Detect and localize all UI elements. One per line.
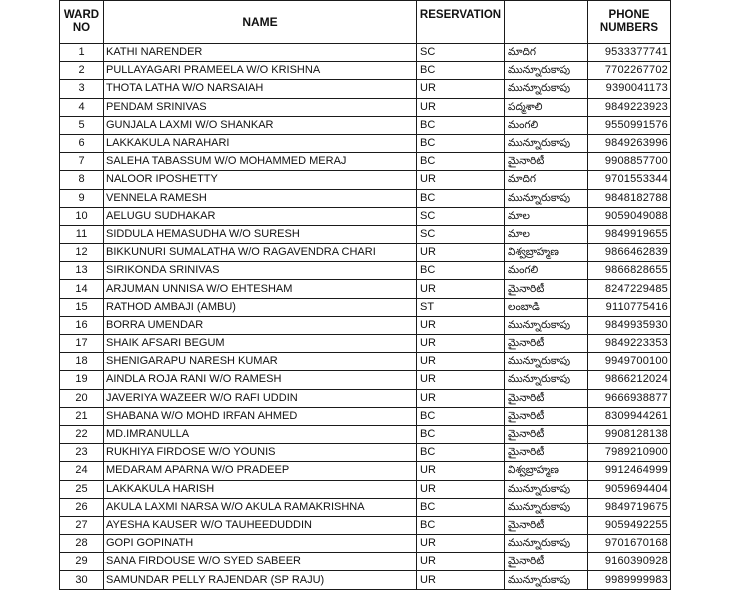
- reservation-cell: SC: [417, 225, 505, 243]
- table-row: [60, 262, 671, 280]
- reservation-cell: UR: [417, 480, 505, 498]
- phone-number-cell: 9849719675: [588, 498, 671, 516]
- reservation-cell: BC: [417, 262, 505, 280]
- caste-cell: మాదిగ: [505, 171, 588, 189]
- ward-no-cell: 20: [60, 389, 104, 407]
- table-row: [60, 62, 671, 80]
- ward-no-cell: 23: [60, 444, 104, 462]
- phone-number-cell: 9059049088: [588, 207, 671, 225]
- ward-no-cell: 29: [60, 553, 104, 571]
- caste-cell: మున్నూరుకాపు: [505, 371, 588, 389]
- caste-cell: మున్నూరుకాపు: [505, 134, 588, 152]
- name-cell: NALOOR IPOSHETTY: [104, 171, 417, 189]
- phone-number-cell: 9849935930: [588, 316, 671, 334]
- phone-number-cell: 9989999983: [588, 571, 671, 589]
- table-row: [60, 116, 671, 134]
- table-row: [60, 535, 671, 553]
- reservation-cell: UR: [417, 80, 505, 98]
- name-cell: BIKKUNURI SUMALATHA W/O RAGAVENDRA CHARI: [104, 244, 417, 262]
- table-header-row: [60, 1, 671, 44]
- table-row: [60, 480, 671, 498]
- name-cell: MEDARAM APARNA W/O PRADEEP: [104, 462, 417, 480]
- ward-no-cell: 17: [60, 335, 104, 353]
- phone-number-cell: 9666938877: [588, 389, 671, 407]
- name-cell: MD.IMRANULLA: [104, 425, 417, 443]
- ward-no-cell: 16: [60, 316, 104, 334]
- phone-number-cell: 9912464999: [588, 462, 671, 480]
- name-cell: SHABANA W/O MOHD IRFAN AHMED: [104, 407, 417, 425]
- table-row: [60, 389, 671, 407]
- table-row: [60, 353, 671, 371]
- caste-cell: మున్నూరుకాపు: [505, 480, 588, 498]
- ward-no-cell: 3: [60, 80, 104, 98]
- name-cell: LAKKAKULA HARISH: [104, 480, 417, 498]
- reservation-cell: UR: [417, 553, 505, 571]
- reservation-cell: BC: [417, 516, 505, 534]
- table-row: [60, 171, 671, 189]
- caste-cell: మాల: [505, 207, 588, 225]
- caste-cell: మైనారిటీ: [505, 335, 588, 353]
- name-cell: LAKKAKULA NARAHARI: [104, 134, 417, 152]
- phone-number-cell: 9908128138: [588, 425, 671, 443]
- caste-cell: మైనారిటీ: [505, 553, 588, 571]
- name-cell: ARJUMAN UNNISA W/O EHTESHAM: [104, 280, 417, 298]
- name-cell: RUKHIYA FIRDOSE W/O YOUNIS: [104, 444, 417, 462]
- name-cell: AYESHA KAUSER W/O TAUHEEDUDDIN: [104, 516, 417, 534]
- table-row: [60, 44, 671, 62]
- caste-cell: విశ్వబ్రాహ్మణ: [505, 462, 588, 480]
- name-cell: THOTA LATHA W/O NARSAIAH: [104, 80, 417, 98]
- name-cell: JAVERIYA WAZEER W/O RAFI UDDIN: [104, 389, 417, 407]
- caste-cell: మున్నూరుకాపు: [505, 189, 588, 207]
- name-cell: SIRIKONDA SRINIVAS: [104, 262, 417, 280]
- reservation-cell: UR: [417, 244, 505, 262]
- table-row: [60, 316, 671, 334]
- ward-no-cell: 14: [60, 280, 104, 298]
- candidates-body: [60, 44, 671, 590]
- caste-cell: మాల: [505, 225, 588, 243]
- phone-numbers-header: PHONE NUMBERS: [588, 1, 671, 44]
- ward-no-cell: 13: [60, 262, 104, 280]
- table-row: [60, 462, 671, 480]
- phone-number-cell: 9849919655: [588, 225, 671, 243]
- reservation-cell: BC: [417, 153, 505, 171]
- reservation-cell: BC: [417, 498, 505, 516]
- ward-no-cell: 12: [60, 244, 104, 262]
- ward-no-cell: 22: [60, 425, 104, 443]
- name-cell: PENDAM SRINIVAS: [104, 98, 417, 116]
- reservation-cell: ST: [417, 298, 505, 316]
- ward-no-cell: 27: [60, 516, 104, 534]
- phone-number-cell: 7989210900: [588, 444, 671, 462]
- phone-number-cell: 9550991576: [588, 116, 671, 134]
- phone-number-cell: 9849223353: [588, 335, 671, 353]
- ward-no-cell: 30: [60, 571, 104, 589]
- table-row: [60, 425, 671, 443]
- table-row: [60, 298, 671, 316]
- ward-no-cell: 1: [60, 44, 104, 62]
- phone-number-cell: 9059492255: [588, 516, 671, 534]
- name-cell: SANA FIRDOUSE W/O SYED SABEER: [104, 553, 417, 571]
- phone-number-cell: 9160390928: [588, 553, 671, 571]
- caste-cell: మంగలి: [505, 116, 588, 134]
- name-cell: AELUGU SUDHAKAR: [104, 207, 417, 225]
- phone-number-cell: 9059694404: [588, 480, 671, 498]
- name-header: NAME: [104, 1, 417, 44]
- name-cell: VENNELA RAMESH: [104, 189, 417, 207]
- reservation-cell: UR: [417, 571, 505, 589]
- caste-cell: మున్నూరుకాపు: [505, 62, 588, 80]
- table-row: [60, 571, 671, 589]
- reservation-cell: UR: [417, 353, 505, 371]
- caste-cell: మున్నూరుకాపు: [505, 535, 588, 553]
- name-cell: SIDDULA HEMASUDHA W/O SURESH: [104, 225, 417, 243]
- table-row: [60, 516, 671, 534]
- table-row: [60, 189, 671, 207]
- phone-number-cell: 9908857700: [588, 153, 671, 171]
- table-row: [60, 280, 671, 298]
- name-cell: AINDLA ROJA RANI W/O RAMESH: [104, 371, 417, 389]
- name-cell: SHENIGARAPU NARESH KUMAR: [104, 353, 417, 371]
- ward-no-cell: 2: [60, 62, 104, 80]
- reservation-cell: BC: [417, 62, 505, 80]
- phone-number-cell: 9866462839: [588, 244, 671, 262]
- caste-cell: మంగలి: [505, 262, 588, 280]
- table-row: [60, 225, 671, 243]
- reservation-cell: BC: [417, 189, 505, 207]
- caste-cell: మున్నూరుకాపు: [505, 353, 588, 371]
- name-cell: SAMUNDAR PELLY RAJENDAR (SP RAJU): [104, 571, 417, 589]
- table-row: [60, 335, 671, 353]
- caste-cell: మాదిగ: [505, 44, 588, 62]
- name-cell: RATHOD AMBAJI (AMBU): [104, 298, 417, 316]
- table-row: [60, 371, 671, 389]
- phone-number-cell: 9866212024: [588, 371, 671, 389]
- phone-number-cell: 7702267702: [588, 62, 671, 80]
- ward-no-cell: 21: [60, 407, 104, 425]
- phone-number-cell: 9701670168: [588, 535, 671, 553]
- caste-cell: లంబాడి: [505, 298, 588, 316]
- candidates-table: [59, 0, 671, 590]
- reservation-cell: UR: [417, 335, 505, 353]
- phone-number-cell: 8247229485: [588, 280, 671, 298]
- ward-no-cell: 24: [60, 462, 104, 480]
- ward-no-cell: 18: [60, 353, 104, 371]
- caste-cell: మున్నూరుకాపు: [505, 316, 588, 334]
- table-row: [60, 407, 671, 425]
- table-row: [60, 553, 671, 571]
- phone-number-cell: 9849263996: [588, 134, 671, 152]
- reservation-header: RESERVATION: [417, 1, 505, 44]
- caste-cell: మైనారిటీ: [505, 407, 588, 425]
- reservation-cell: SC: [417, 207, 505, 225]
- reservation-cell: UR: [417, 98, 505, 116]
- phone-number-cell: 9110775416: [588, 298, 671, 316]
- phone-number-cell: 9533377741: [588, 44, 671, 62]
- ward-no-cell: 4: [60, 98, 104, 116]
- caste-cell: మైనారిటీ: [505, 444, 588, 462]
- table-row: [60, 244, 671, 262]
- table-row: [60, 153, 671, 171]
- name-cell: PULLAYAGARI PRAMEELA W/O KRISHNA: [104, 62, 417, 80]
- reservation-cell: UR: [417, 371, 505, 389]
- ward-no-cell: 11: [60, 225, 104, 243]
- caste-cell: మైనారిటీ: [505, 280, 588, 298]
- reservation-cell: SC: [417, 44, 505, 62]
- caste-cell: మున్నూరుకాపు: [505, 571, 588, 589]
- name-cell: KATHI NARENDER: [104, 44, 417, 62]
- phone-number-cell: 9848182788: [588, 189, 671, 207]
- ward-no-cell: 8: [60, 171, 104, 189]
- caste-header: [505, 1, 588, 44]
- phone-number-cell: 9866828655: [588, 262, 671, 280]
- reservation-cell: BC: [417, 425, 505, 443]
- ward-no-cell: 25: [60, 480, 104, 498]
- caste-cell: మైనారిటీ: [505, 153, 588, 171]
- reservation-cell: BC: [417, 407, 505, 425]
- ward-no-cell: 10: [60, 207, 104, 225]
- reservation-cell: UR: [417, 316, 505, 334]
- caste-cell: మైనారిటీ: [505, 389, 588, 407]
- phone-number-cell: 9849223923: [588, 98, 671, 116]
- reservation-cell: BC: [417, 134, 505, 152]
- caste-cell: పద్మశాలి: [505, 98, 588, 116]
- caste-cell: విశ్వబ్రాహ్మణ: [505, 244, 588, 262]
- table-row: [60, 498, 671, 516]
- reservation-cell: UR: [417, 462, 505, 480]
- name-cell: SHAIK AFSARI BEGUM: [104, 335, 417, 353]
- table-row: [60, 134, 671, 152]
- reservation-cell: BC: [417, 444, 505, 462]
- name-cell: AKULA LAXMI NARSA W/O AKULA RAMAKRISHNA: [104, 498, 417, 516]
- ward-no-cell: 6: [60, 134, 104, 152]
- ward-no-cell: 7: [60, 153, 104, 171]
- phone-number-cell: 9390041173: [588, 80, 671, 98]
- name-cell: GUNJALA LAXMI W/O SHANKAR: [104, 116, 417, 134]
- ward-no-cell: 19: [60, 371, 104, 389]
- caste-cell: మైనారిటీ: [505, 425, 588, 443]
- reservation-cell: UR: [417, 535, 505, 553]
- ward-no-header: WARD NO: [60, 1, 104, 44]
- caste-cell: మున్నూరుకాపు: [505, 80, 588, 98]
- table-row: [60, 207, 671, 225]
- phone-number-cell: 8309944261: [588, 407, 671, 425]
- ward-no-cell: 5: [60, 116, 104, 134]
- name-cell: BORRA UMENDAR: [104, 316, 417, 334]
- name-cell: GOPI GOPINATH: [104, 535, 417, 553]
- ward-no-cell: 28: [60, 535, 104, 553]
- phone-number-cell: 9949700100: [588, 353, 671, 371]
- caste-cell: మున్నూరుకాపు: [505, 498, 588, 516]
- ward-candidates-sheet: [59, 0, 671, 590]
- reservation-cell: BC: [417, 116, 505, 134]
- reservation-cell: UR: [417, 389, 505, 407]
- reservation-cell: UR: [417, 280, 505, 298]
- caste-cell: మైనారిటీ: [505, 516, 588, 534]
- ward-no-cell: 15: [60, 298, 104, 316]
- table-row: [60, 80, 671, 98]
- ward-no-cell: 9: [60, 189, 104, 207]
- phone-number-cell: 9701553344: [588, 171, 671, 189]
- name-cell: SALEHA TABASSUM W/O MOHAMMED MERAJ: [104, 153, 417, 171]
- reservation-cell: UR: [417, 171, 505, 189]
- ward-no-cell: 26: [60, 498, 104, 516]
- table-row: [60, 98, 671, 116]
- table-row: [60, 444, 671, 462]
